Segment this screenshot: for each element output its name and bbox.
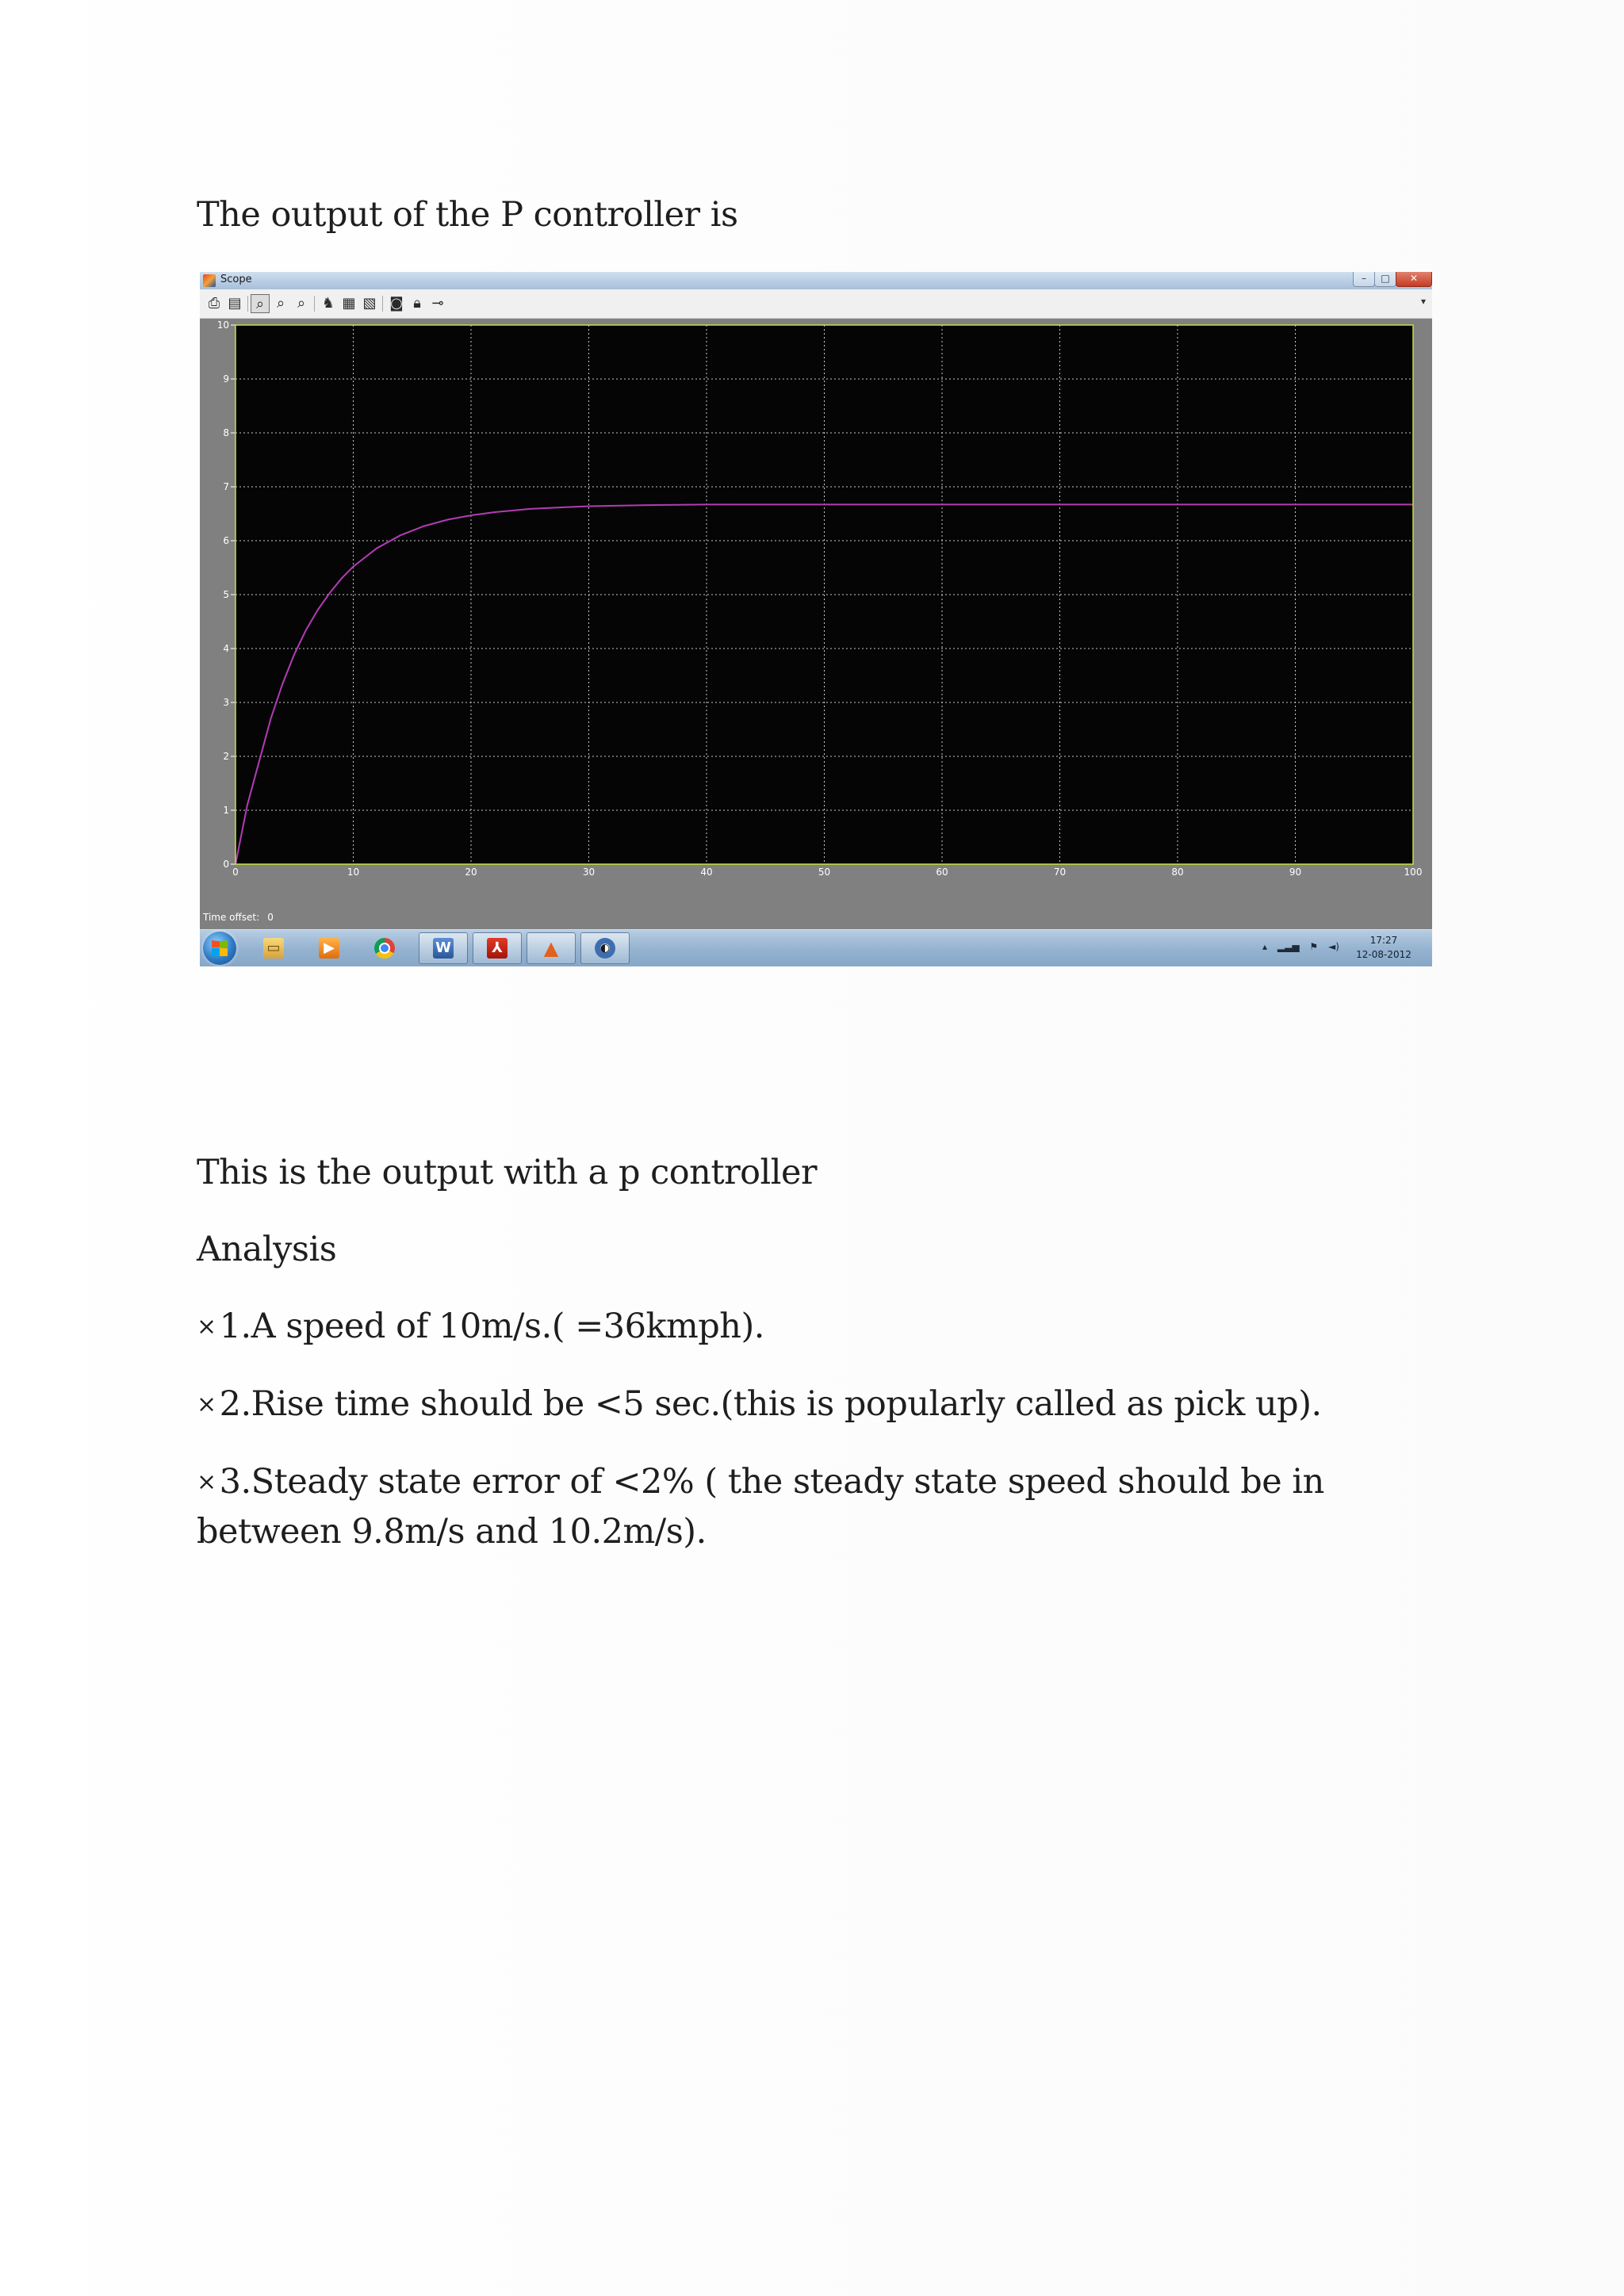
windows-explorer-icon: ▭ [263,938,284,959]
y-tick-label: 0 [223,859,229,870]
taskbar-app-word[interactable] [419,932,468,964]
x-tick-label: 10 [347,867,360,878]
y-tick-label: 6 [223,535,229,546]
x-tick-label: 20 [465,867,477,878]
caption: This is the output with a p controller [197,1153,818,1192]
x-tick-label: 0 [232,867,239,878]
clock[interactable] [1348,933,1419,962]
scope-window [200,272,1432,966]
minimize-icon: – [1362,273,1366,284]
list-item [197,1457,1434,1556]
print-icon[interactable]: ⎙ [208,295,220,312]
y-tick-label: 2 [223,751,229,762]
x-tick-label: 90 [1289,867,1302,878]
close-icon: ✕ [1409,273,1419,284]
taskbar-app-matlab[interactable] [527,932,576,964]
media-player-icon: ▶ [319,938,339,959]
list-item-text: 1.A speed of 10m/s.( =36kmph). [219,1307,764,1346]
word-icon: W [433,938,454,959]
y-tick-label: 4 [223,643,229,654]
bullet-x-icon: × [197,1391,216,1418]
bullet-x-icon: × [197,1468,216,1496]
x-tick-label: 80 [1171,867,1184,878]
taskbar-app-chrome[interactable] [360,932,409,964]
heading: The output of the P controller is [197,195,738,235]
time-offset-value: 0 [267,912,274,923]
x-tick-label: 70 [1053,867,1067,878]
maximize-button[interactable] [1374,272,1396,287]
bullet-x-icon: × [197,1313,216,1341]
minimize-button[interactable] [1353,272,1375,287]
y-tick-label: 3 [223,697,229,708]
y-tick-label: 10 [216,320,229,331]
floating-scope-icon[interactable]: ◙ [389,295,404,312]
zoom-x-icon[interactable]: ⌕ [276,295,285,312]
lock-axes-icon[interactable]: 🔒︎ [413,295,421,312]
taskbar-app-simulink[interactable] [580,932,630,964]
simulink-icon: ◐ [595,938,615,959]
autoscale-icon[interactable]: ♞ [321,295,335,312]
window-title: Scope [220,274,252,285]
list-item-text: 3.Steady state error of <2% ( the steady state speed should be in between 9.8m/s and 10.2m/s). [197,1462,1324,1552]
clock-date: 12-08-2012 [1356,949,1411,960]
volume-icon[interactable]: ◄) [1327,941,1339,952]
y-tick-label: 8 [223,427,229,438]
save-axes-icon[interactable]: ▦ [342,295,356,312]
y-tick-label: 9 [223,373,229,385]
x-tick-label: 100 [1404,867,1423,878]
x-tick-label: 40 [700,867,713,878]
x-tick-label: 60 [936,867,948,878]
show-hidden-icons[interactable]: ▴ [1262,941,1268,952]
y-tick-label: 1 [223,805,229,816]
list-item [197,1380,1434,1429]
signal-selection-icon[interactable]: ⊸ [431,295,444,312]
list-item [197,1302,1434,1352]
scope-toolbar [200,289,1432,319]
taskbar-app-acrobat[interactable] [473,932,522,964]
parameters-icon[interactable]: ▤ [228,295,242,312]
chrome-icon [374,938,395,959]
toolbar-overflow-icon[interactable]: ▾ [1421,296,1427,307]
matlab-icon: ▲ [543,937,559,959]
system-tray [1262,941,1346,952]
clock-time: 17:27 [1369,935,1398,946]
network-icon[interactable]: ▂▃▅ [1277,941,1300,952]
acrobat-icon: ⅄ [487,938,508,959]
restore-axes-icon[interactable]: ▧ [362,295,377,312]
title-bar[interactable] [200,272,1432,289]
taskbar-app-explorer[interactable] [249,932,298,964]
zoom-icon[interactable]: ⌕ [251,294,270,313]
action-center-icon[interactable]: ⚑ [1309,941,1319,952]
scope-app-icon [203,274,216,287]
scope-plot [200,319,1432,950]
taskbar-app-media-player[interactable] [304,932,354,964]
scope-chart [200,319,1432,950]
x-tick-label: 30 [582,867,596,878]
x-tick-label: 50 [818,867,831,878]
list-item-text: 2.Rise time should be <5 sec.(this is popularly called as pick up). [219,1384,1322,1424]
start-button[interactable] [203,932,236,965]
analysis-heading: Analysis [197,1230,337,1269]
maximize-icon: □ [1381,273,1390,284]
requirements-list [197,1302,1434,1584]
y-tick-label: 7 [223,481,229,492]
y-tick-label: 5 [223,589,229,600]
taskbar [200,929,1432,966]
close-button[interactable] [1396,272,1432,287]
time-offset [203,912,274,923]
time-offset-label: Time offset: [203,912,260,923]
zoom-y-icon[interactable]: ⌕ [297,295,306,312]
